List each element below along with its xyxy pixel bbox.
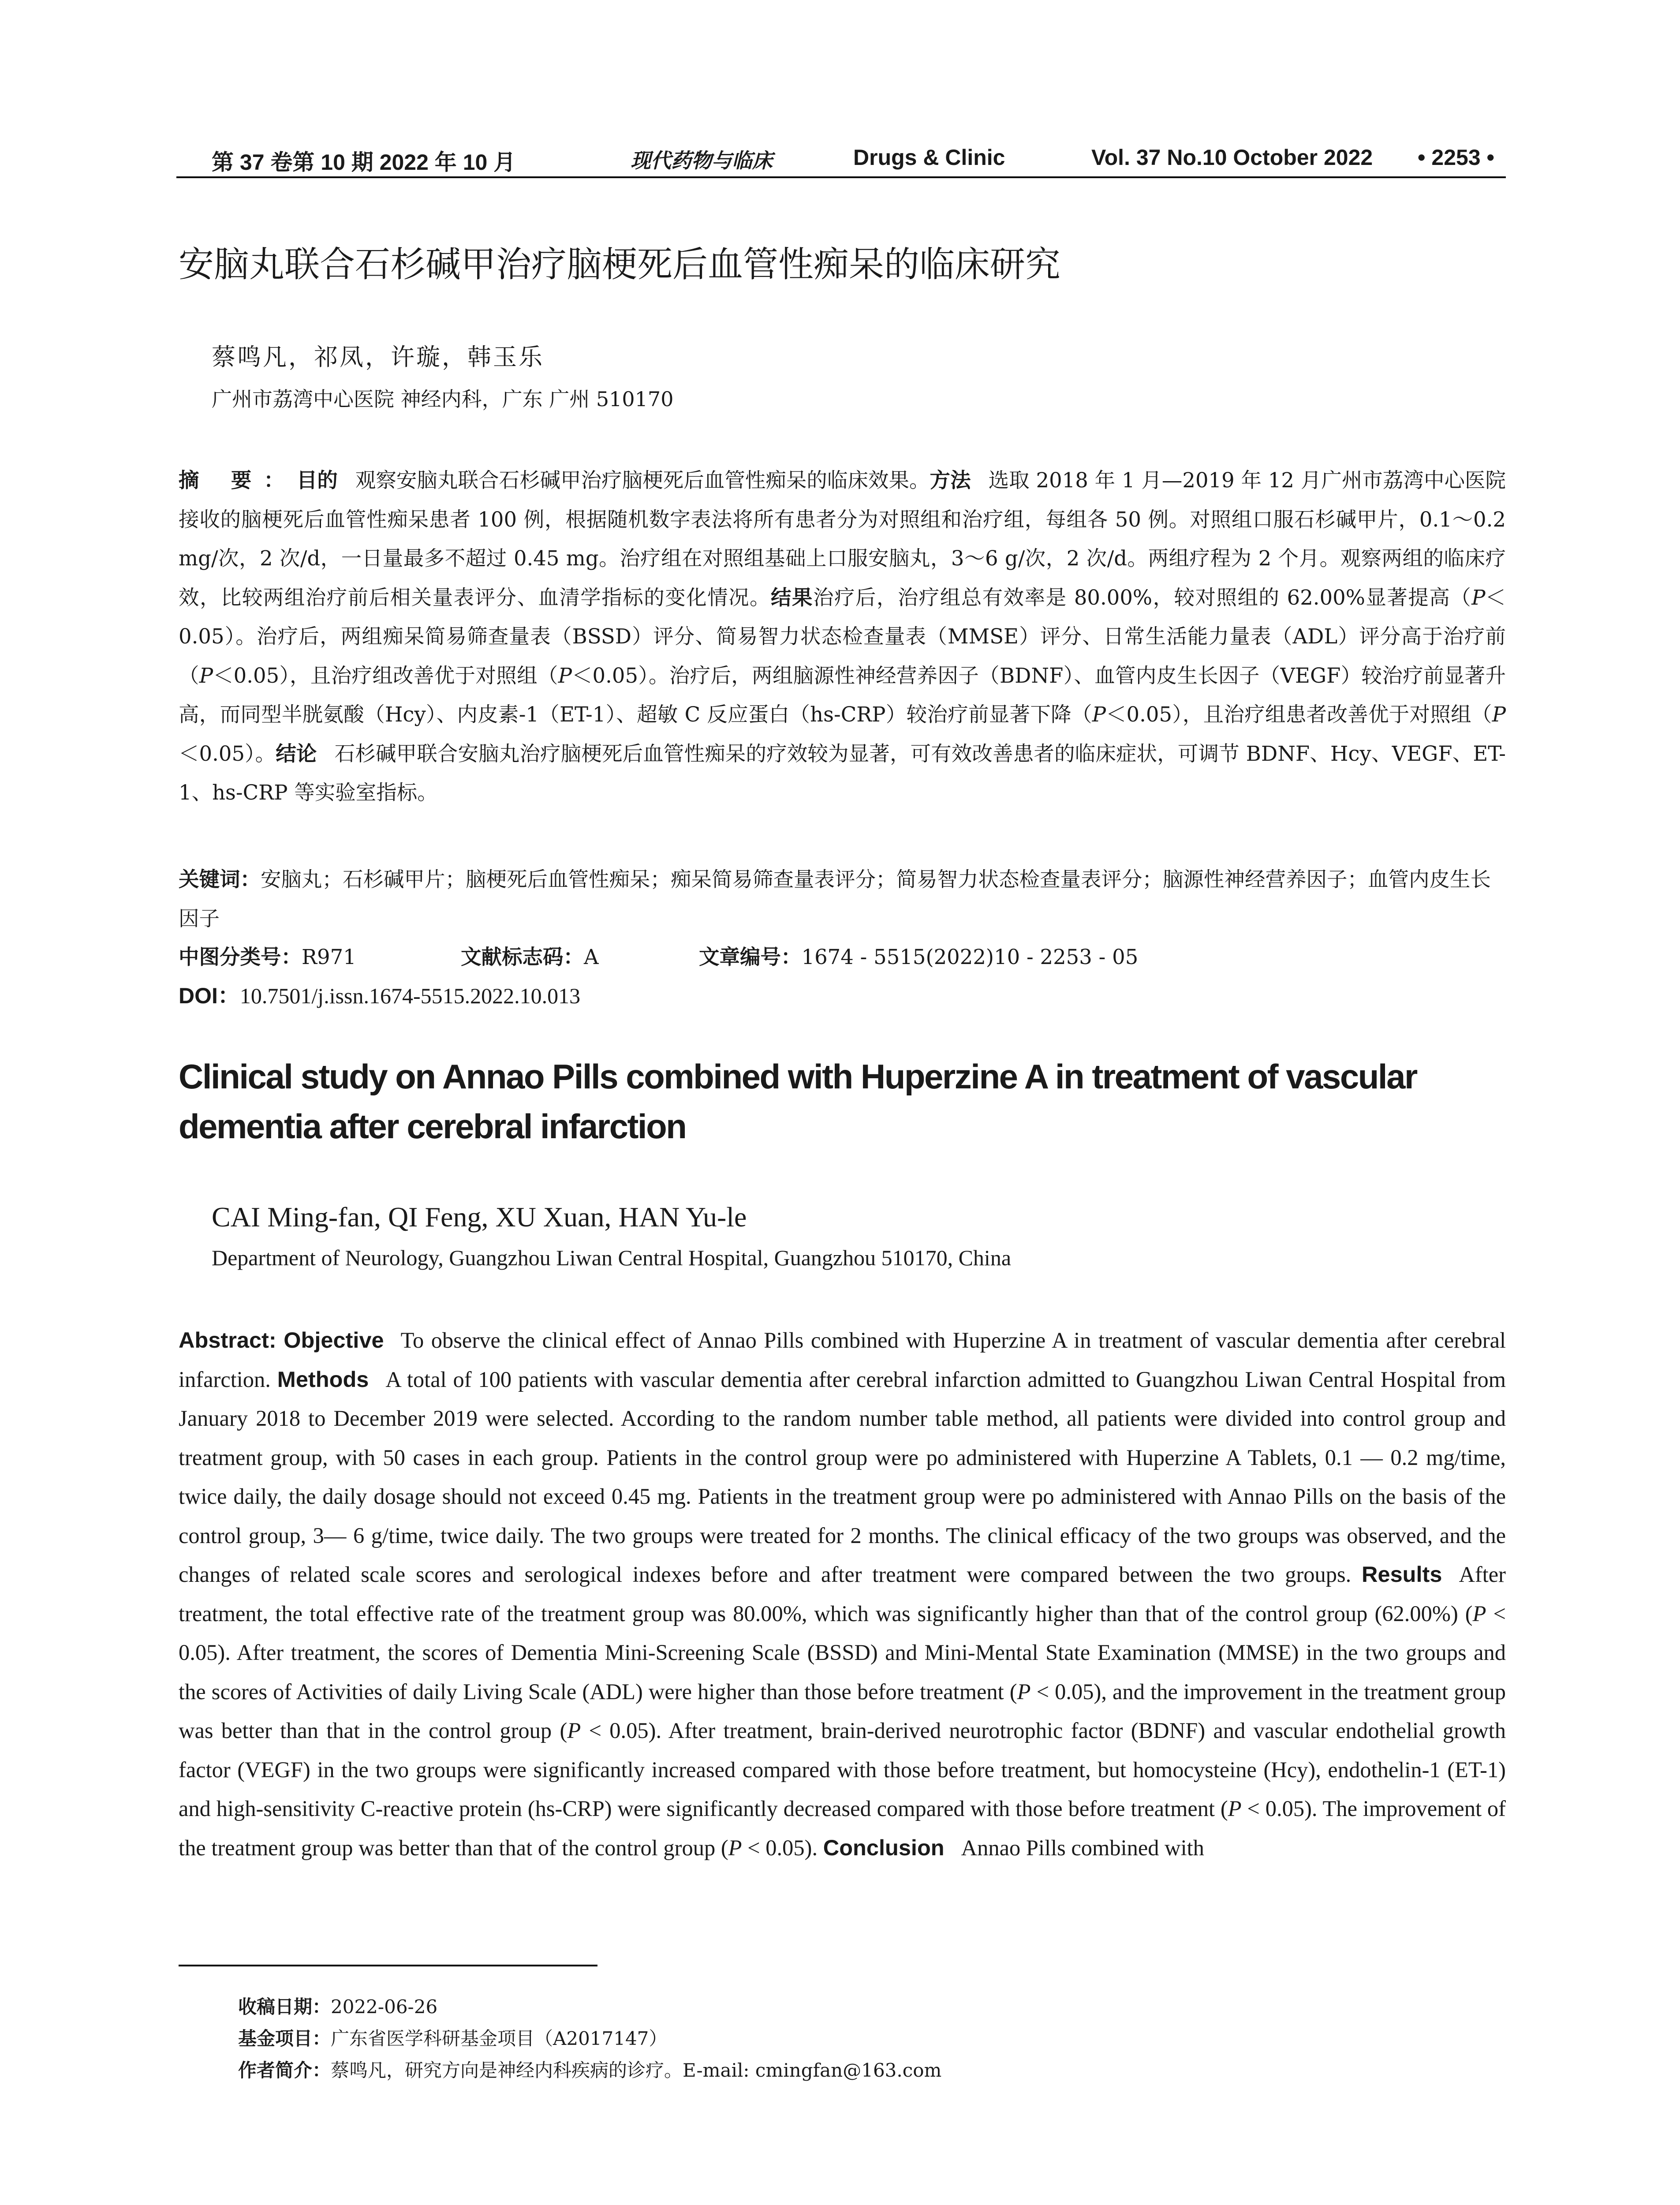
cn-objective-label: 目的 [296,468,338,492]
en-p-symbol: P [1472,1601,1486,1626]
cn-p-symbol: P [1471,585,1486,609]
received-label: 收稿日期： [238,1996,331,2018]
cn-results-text: 治疗后，治疗组总有效率是 80.00%，较对照组的 62.00%显著提高（ [813,585,1472,609]
doc-code-label: 文献标志码： [461,945,584,969]
en-p-symbol: P [1017,1679,1031,1704]
en-results-text: < 0.05). After treatment, the scores of Dementia Mini-Screening Scale (BSSD) and Mini-Mental State Examination (MMSE) in the two groups and the scores of Activities of daily Living Scale (ADL) were higher than those before treatment ( [179,1601,1506,1704]
cn-results-label: 结果 [771,585,813,609]
en-results-text: < 0.05). [742,1835,818,1860]
en-results-label: Results [1362,1562,1442,1587]
header-journal-cn: 现代药物与临床 [631,149,773,172]
cn-abstract [179,461,1506,812]
cn-affiliation: 广州市荔湾中心医院 神经内科，广东 广州 510170 [212,387,674,411]
doi-label: DOI： [179,983,240,1008]
cn-p-symbol: P [558,663,572,688]
header-volume-en: Vol. 37 No.10 October 2022 [1091,145,1373,170]
cn-results-text: ＜0.05）。 [179,741,276,766]
en-objective-label: Objective [284,1327,384,1353]
cn-title: 安脑丸联合石杉碱甲治疗脑梗死后血管性痴呆的临床研究 [179,244,1060,285]
cn-objective-text: 观察安脑丸联合石杉碱甲治疗脑梗死后血管性痴呆的临床效果。 [355,468,930,492]
cn-results-text: ＜0.05）。治疗后，两组痴呆简易筛查量表（BSSD）评分、简易智力状态检查量表（MMSE）评分、日常生活能力量表（ADL）评分高于治疗前（ [179,585,1506,688]
en-abstract [179,1321,1506,1867]
cn-results-text: ＜0.05），且治疗组患者改善优于对照组（ [1106,703,1492,726]
en-affiliation: Department of Neurology, Guangzhou Liwan Central Hospital, Guangzhou 510170, China [212,1245,1012,1270]
running-header [176,140,1506,180]
cn-p-symbol: P [1092,703,1106,726]
en-conclusion-label: Conclusion [823,1835,945,1860]
footnote-rule [179,1965,597,1966]
header-issue-cn: 第 37 卷第 10 期 2022 年 10 月 [212,150,516,175]
footnote-received [238,1991,941,2023]
en-methods-text: A total of 100 patients with vascular dementia after cerebral infarction admitted to Guangzhou Liwan Central Hospital from January 2018 to December 2019 were selected. According to the random number table method, all patients were divided into control group and treatment group, with 50 cases in each group. Patients in the control group were po administered with Huperzine A Tablets, 0.1 — 0.2 mg/time, twice daily, the daily dosage should not exceed 0.45 mg. Patients in the treatment group were po administered with Annao Pills on the basis of the control group, 3— 6 g/time, twice daily. The two groups were treated for 2 months. The clinical efficacy of the two groups was observed, and the changes of related scale scores and serological indexes before and after treatment were compared between the two groups. [179,1367,1506,1587]
clc-label: 中图分类号： [179,945,302,969]
footnote-author [238,2055,941,2086]
cn-methods-label: 方法 [930,468,971,492]
en-p-symbol: P [1228,1796,1242,1821]
en-title: Clinical study on Annao Pills combined with Huperzine A in treatment of vascular dementia after cerebral infarction [179,1057,1417,1146]
en-results-text: < 0.05), and the improvement in the treatment group was better than that in the control group ( [179,1679,1506,1743]
fund-text: 广东省医学科研基金项目（A2017147） [331,2028,668,2049]
en-results-text: < 0.05). The improvement of the treatment group was better than that of the control group ( [179,1796,1506,1860]
cn-keywords-text: 安脑丸；石杉碱甲片；脑梗死后血管性痴呆；痴呆简易筛查量表评分；简易智力状态检查量表评分；脑源性神经营养因子；血管内皮生长因子 [179,867,1491,931]
cn-results-text: ＜0.05），且治疗组改善优于对照组（ [213,663,558,688]
header-journal-en: Drugs & Clinic [853,145,1005,170]
author-bio-text: 蔡鸣凡，研究方向是神经内科疾病的诊疗。E-mail: cmingfan@163.com [331,2059,942,2081]
en-conclusion-text: Annao Pills combined with [961,1835,1204,1860]
cn-p-symbol: P [199,663,213,688]
fund-label: 基金项目： [238,2028,331,2049]
cn-abstract-label: 摘 要： [179,468,297,492]
en-abstract-label: Abstract: [179,1327,276,1353]
clc-value: R971 [302,945,356,969]
cn-keywords-label: 关键词： [179,867,261,891]
en-objective-text: To observe the clinical effect of Annao Pills combined with Huperzine A in treatment of vascular dementia after cerebral infarction. [179,1328,1506,1392]
en-results-text: < 0.05). After treatment, brain-derived neurotrophic factor (BDNF) and vascular endothelial growth factor (VEGF) in the two groups were significantly increased compared with those before treatment, but homocysteine (Hcy), endothelin-1 (ET-1) and high-sensitivity C-reactive protein (hs-CRP) were significantly decreased compared with those before treatment ( [179,1718,1506,1821]
cn-classification-line [179,939,1506,975]
doi-link[interactable]: 10.7501/j.issn.1674-5515.2022.10.013 [239,983,581,1008]
en-methods-label: Methods [277,1366,369,1392]
doc-code-value: A [584,945,599,969]
doi-line [179,978,580,1013]
header-page-number: • 2253 • [1418,145,1495,170]
cn-keywords [179,860,1506,938]
cn-authors: 蔡鸣凡，祁凤，许璇，韩玉乐 [212,343,544,371]
cn-results-text: ＜0.05）。治疗后，两组脑源性神经营养因子（BDNF）、血管内皮生长因子（VEGF）较治疗前显著升高，而同型半胱氨酸（Hcy）、内皮素-1（ET-1）、超敏 C 反应蛋白（hs-CRP）较治疗前显著下降（ [179,663,1506,726]
cn-p-symbol: P [1492,703,1506,726]
en-p-symbol: P [728,1835,742,1860]
received-date: 2022-06-26 [331,1996,438,2018]
en-p-symbol: P [567,1718,581,1743]
article-no-value: 1674 - 5515(2022)10 - 2253 - 05 [801,945,1139,969]
author-bio-label: 作者简介： [238,2059,331,2081]
en-authors: CAI Ming-fan, QI Feng, XU Xuan, HAN Yu-le [212,1201,747,1233]
en-results-text: After treatment, the total effective rate of the treatment group was 80.00%, which was significantly higher than that of the control group (62.00%) ( [179,1562,1506,1626]
cn-methods-text: 选取 2018 年 1 月—2019 年 12 月广州市荔湾中心医院接收的脑梗死后血管性痴呆患者 100 例，根据随机数字表法将所有患者分为对照组和治疗组，每组各 50 例。对照组口服石杉碱甲片，0.1～0.2 mg/次，2 次/d，一日量最多不超过 0.45 mg。治疗组在对照组基础上口服安脑丸，3～6 g/次，2 次/d。两组疗程为 2 个月。观察两组的临床疗效，比较两组治疗前后相关量表评分、血清学指标的变化情况。 [179,468,1506,609]
header-rule [176,176,1506,178]
article-no-label: 文章编号： [699,945,802,969]
footnotes [238,1991,941,2086]
footnote-fund [238,2023,941,2055]
cn-conclusion-label: 结论 [276,741,317,766]
cn-conclusion-text: 石杉碱甲联合安脑丸治疗脑梗死后血管性痴呆的疗效较为显著，可有效改善患者的临床症状，可调节 BDNF、Hcy、VEGF、ET-1、hs-CRP 等实验室指标。 [179,741,1506,804]
